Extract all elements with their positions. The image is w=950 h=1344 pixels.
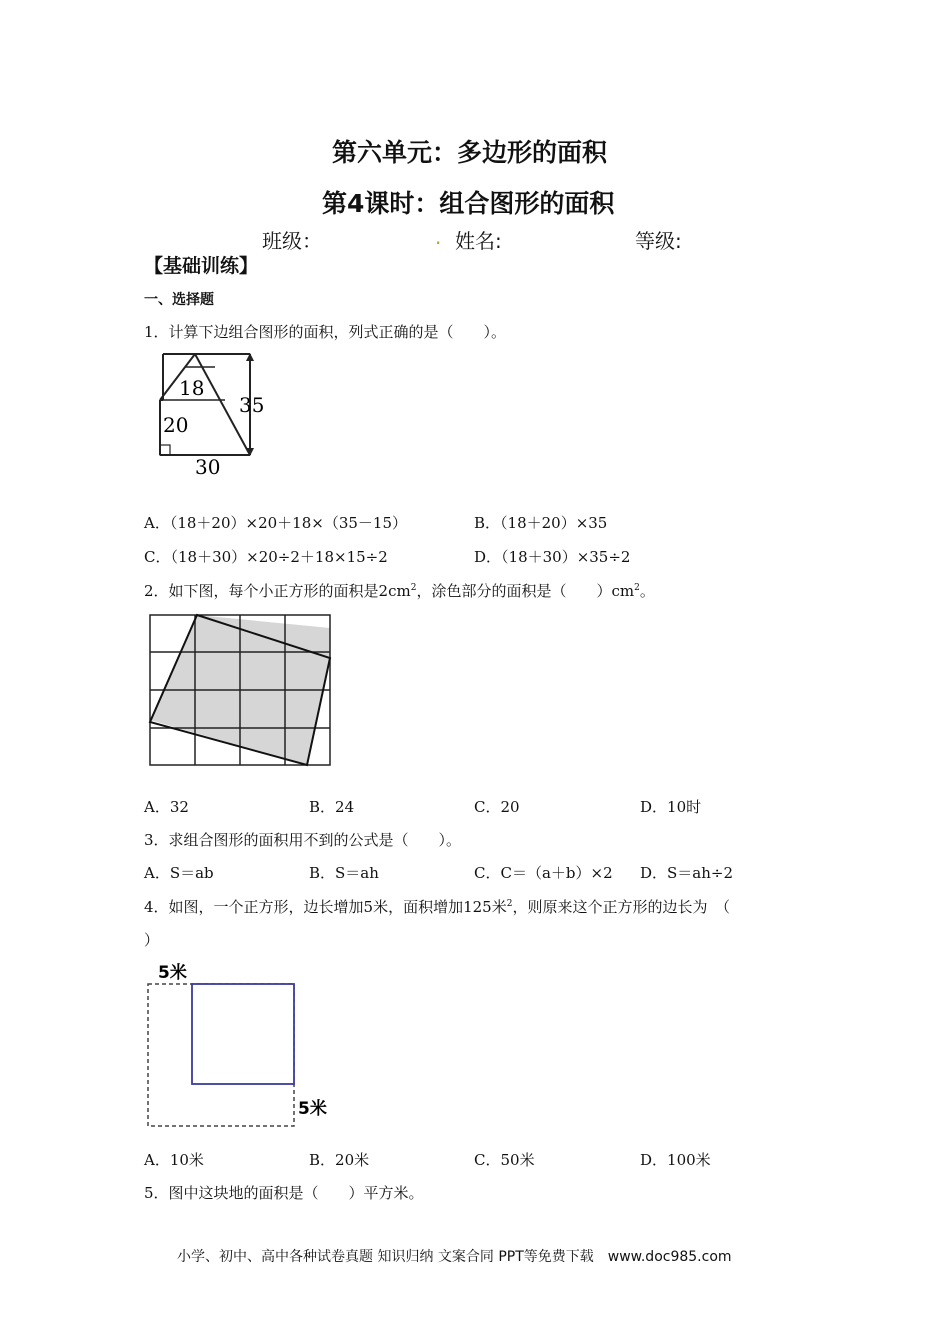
fig1-label-18: 18 (179, 376, 205, 400)
q3-option-a[interactable]: A．S＝ab (144, 864, 214, 882)
q2-option-a[interactable]: A．32 (144, 798, 189, 816)
q1-option-b[interactable]: B．（18＋20）×35 (474, 514, 608, 532)
q4-text-end: ，则原来这个正方形的边长为 （ (512, 898, 730, 916)
q1-option-c[interactable]: C．（18＋30）×20÷2＋18×15÷2 (144, 548, 388, 566)
question-2-text (144, 580, 655, 601)
question-4-text (144, 896, 730, 917)
q2-text-mid: ，涂色部分的面积是（ ）cm (416, 582, 635, 600)
fig4-label-right: 5米 (298, 1099, 327, 1119)
question-2-grid-figure (145, 610, 335, 770)
fig1-label-20: 20 (163, 413, 189, 437)
q4-sup: 2 (506, 899, 513, 909)
q3-option-b[interactable]: B．S＝ah (309, 864, 379, 882)
grade-label: 等级: (635, 229, 682, 253)
q2-sup-1: 2 (410, 583, 417, 593)
q2-text-end: 。 (639, 582, 655, 600)
q4-text-before: 4．如图，一个正方形，边长增加5米，面积增加125米 (144, 898, 507, 916)
q1-option-a[interactable]: A．（18＋20）×20＋18×（35－15） (144, 514, 407, 532)
fig1-label-30: 30 (195, 455, 221, 479)
q2-text-before: 2．如下图，每个小正方形的面积是2cm (144, 582, 411, 600)
q4-option-c[interactable]: C．50米 (474, 1151, 535, 1169)
question-4-text-line2: ） (144, 931, 160, 949)
q3-option-c[interactable]: C．C＝（a＋b）×2 (474, 864, 613, 882)
q2-option-d[interactable]: D．10时 (640, 798, 702, 816)
q4-option-d[interactable]: D．100米 (640, 1151, 711, 1169)
question-1-figure (155, 350, 275, 479)
section-title: 【基础训练】 (144, 255, 259, 277)
unit-title: 第六单元：多边形的面积 (332, 138, 608, 167)
question-1-text: 1．计算下边组合图形的面积，列式正确的是（ ）。 (144, 323, 507, 341)
q4-option-a[interactable]: A．10米 (144, 1151, 204, 1169)
fig1-label-35: 35 (239, 393, 265, 417)
q2-option-b[interactable]: B．24 (309, 798, 355, 816)
lesson-title: 第4课时：组合图形的面积 (322, 189, 615, 218)
class-label: 班级： (262, 229, 322, 253)
fig4-label-top: 5米 (158, 963, 187, 983)
section-subtitle: 一、选择题 (144, 292, 214, 308)
separator-dot: . (435, 225, 442, 249)
q1-option-d[interactable]: D．（18＋30）×35÷2 (474, 548, 631, 566)
question-4-square-figure (140, 958, 340, 1128)
q4-option-b[interactable]: B．20米 (309, 1151, 370, 1169)
q2-option-c[interactable]: C．20 (474, 798, 520, 816)
question-5-text: 5．图中这块地的面积是（ ）平方米。 (144, 1184, 424, 1202)
page-footer: 小学、初中、高中各种试卷真题 知识归纳 文案合同 PPT等免费下载 www.doc985.com (177, 1249, 732, 1265)
question-3-text: 3．求组合图形的面积用不到的公式是（ ）。 (144, 831, 462, 849)
q3-option-d[interactable]: D．S＝ah÷2 (640, 864, 734, 882)
q2-sup-2: 2 (634, 583, 640, 593)
name-label: 姓名: (455, 229, 502, 253)
